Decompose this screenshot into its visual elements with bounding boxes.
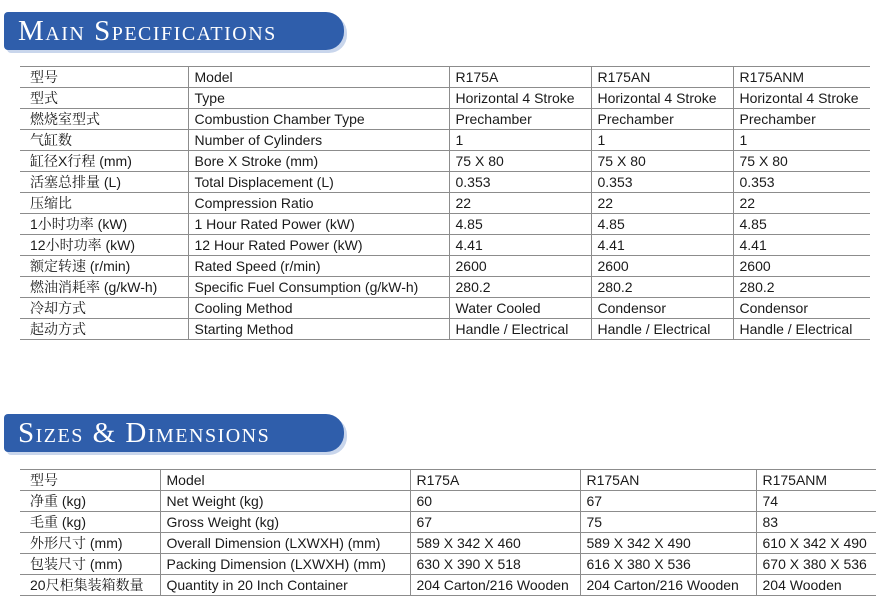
label-en: Net Weight (kg) — [160, 491, 410, 512]
value-r175anm: 83 — [756, 512, 876, 533]
table-row — [20, 214, 870, 235]
label-en: Type — [188, 88, 449, 109]
value-r175a: 22 — [449, 193, 591, 214]
table-row — [20, 575, 876, 596]
label-zh: 20尺柜集装箱数量 — [20, 575, 160, 596]
value-r175an: 204 Carton/216 Wooden — [580, 575, 756, 596]
sizes-dimensions-banner: Sizes & Dimensions — [4, 414, 344, 452]
value-r175a: 204 Carton/216 Wooden — [410, 575, 580, 596]
value-r175anm: 0.353 — [733, 172, 870, 193]
value-r175anm: 4.85 — [733, 214, 870, 235]
value-r175an: 22 — [591, 193, 733, 214]
table-row — [20, 256, 870, 277]
label-zh: 活塞总排量 (L) — [20, 172, 188, 193]
value-r175a: 60 — [410, 491, 580, 512]
value-r175an: 280.2 — [591, 277, 733, 298]
value-r175anm: 1 — [733, 130, 870, 151]
value-r175a: Prechamber — [449, 109, 591, 130]
value-r175a: 75 X 80 — [449, 151, 591, 172]
table-row — [20, 172, 870, 193]
label-zh: 燃油消耗率 (g/kW-h) — [20, 277, 188, 298]
value-r175a: Horizontal 4 Stroke — [449, 88, 591, 109]
label-en: Packing Dimension (LXWXH) (mm) — [160, 554, 410, 575]
value-r175anm: 4.41 — [733, 235, 870, 256]
label-en: Bore X Stroke (mm) — [188, 151, 449, 172]
label-en: Rated Speed (r/min) — [188, 256, 449, 277]
value-r175an: 0.353 — [591, 172, 733, 193]
label-zh: 型号 — [20, 470, 160, 491]
value-r175an: Horizontal 4 Stroke — [591, 88, 733, 109]
value-r175anm: 204 Wooden — [756, 575, 876, 596]
label-en: Overall Dimension (LXWXH) (mm) — [160, 533, 410, 554]
table-row — [20, 193, 870, 214]
label-zh: 冷却方式 — [20, 298, 188, 319]
label-zh: 毛重 (kg) — [20, 512, 160, 533]
label-zh: 燃烧室型式 — [20, 109, 188, 130]
value-r175an: Handle / Electrical — [591, 319, 733, 340]
value-r175anm: 610 X 342 X 490 — [756, 533, 876, 554]
label-en: Gross Weight (kg) — [160, 512, 410, 533]
label-zh: 包装尺寸 (mm) — [20, 554, 160, 575]
label-zh: 12小时功率 (kW) — [20, 235, 188, 256]
label-zh: 缸径X行程 (mm) — [20, 151, 188, 172]
value-r175an: 67 — [580, 491, 756, 512]
table-row — [20, 533, 876, 554]
table-row — [20, 130, 870, 151]
value-r175anm: R175ANM — [756, 470, 876, 491]
value-r175anm: 74 — [756, 491, 876, 512]
table-row — [20, 512, 876, 533]
label-en: Model — [188, 67, 449, 88]
value-r175a: 4.85 — [449, 214, 591, 235]
table-row — [20, 88, 870, 109]
label-en: Combustion Chamber Type — [188, 109, 449, 130]
main-specifications-banner: Main Specifications — [4, 12, 344, 50]
label-zh: 型号 — [20, 67, 188, 88]
value-r175a: 280.2 — [449, 277, 591, 298]
value-r175a: 4.41 — [449, 235, 591, 256]
table-row — [20, 298, 870, 319]
label-en: 12 Hour Rated Power (kW) — [188, 235, 449, 256]
value-r175an: 4.85 — [591, 214, 733, 235]
label-en: Specific Fuel Consumption (g/kW-h) — [188, 277, 449, 298]
value-r175anm: Handle / Electrical — [733, 319, 870, 340]
value-r175an: 616 X 380 X 536 — [580, 554, 756, 575]
label-en: Number of Cylinders — [188, 130, 449, 151]
value-r175an: R175AN — [580, 470, 756, 491]
value-r175a: 2600 — [449, 256, 591, 277]
value-r175a: 67 — [410, 512, 580, 533]
value-r175a: Handle / Electrical — [449, 319, 591, 340]
value-r175an: 1 — [591, 130, 733, 151]
value-r175a: R175A — [449, 67, 591, 88]
value-r175anm: Prechamber — [733, 109, 870, 130]
value-r175an: Condensor — [591, 298, 733, 319]
label-zh: 型式 — [20, 88, 188, 109]
sizes-dimensions-table — [20, 469, 876, 596]
value-r175an: Prechamber — [591, 109, 733, 130]
label-zh: 起动方式 — [20, 319, 188, 340]
value-r175a: 630 X 390 X 518 — [410, 554, 580, 575]
value-r175a: 1 — [449, 130, 591, 151]
label-zh: 额定转速 (r/min) — [20, 256, 188, 277]
table-row — [20, 491, 876, 512]
label-en: Starting Method — [188, 319, 449, 340]
value-r175anm: R175ANM — [733, 67, 870, 88]
label-en: Cooling Method — [188, 298, 449, 319]
label-en: 1 Hour Rated Power (kW) — [188, 214, 449, 235]
value-r175anm: 280.2 — [733, 277, 870, 298]
value-r175a: R175A — [410, 470, 580, 491]
label-en: Quantity in 20 Inch Container — [160, 575, 410, 596]
value-r175anm: 670 X 380 X 536 — [756, 554, 876, 575]
value-r175anm: Horizontal 4 Stroke — [733, 88, 870, 109]
value-r175anm: 75 X 80 — [733, 151, 870, 172]
label-zh: 压缩比 — [20, 193, 188, 214]
value-r175anm: 22 — [733, 193, 870, 214]
label-zh: 外形尺寸 (mm) — [20, 533, 160, 554]
label-en: Total Displacement (L) — [188, 172, 449, 193]
value-r175an: R175AN — [591, 67, 733, 88]
main-specifications-table — [20, 66, 870, 340]
table-row — [20, 67, 870, 88]
value-r175anm: 2600 — [733, 256, 870, 277]
value-r175a: Water Cooled — [449, 298, 591, 319]
label-zh: 1小时功率 (kW) — [20, 214, 188, 235]
value-r175an: 2600 — [591, 256, 733, 277]
value-r175a: 0.353 — [449, 172, 591, 193]
table-row — [20, 319, 870, 340]
table-row — [20, 277, 870, 298]
table-row — [20, 470, 876, 491]
label-en: Compression Ratio — [188, 193, 449, 214]
label-en: Model — [160, 470, 410, 491]
value-r175an: 75 X 80 — [591, 151, 733, 172]
table-row — [20, 151, 870, 172]
value-r175an: 4.41 — [591, 235, 733, 256]
table-row — [20, 554, 876, 575]
value-r175a: 589 X 342 X 460 — [410, 533, 580, 554]
value-r175an: 589 X 342 X 490 — [580, 533, 756, 554]
label-zh: 气缸数 — [20, 130, 188, 151]
table-row — [20, 235, 870, 256]
value-r175an: 75 — [580, 512, 756, 533]
value-r175anm: Condensor — [733, 298, 870, 319]
table-row — [20, 109, 870, 130]
label-zh: 净重 (kg) — [20, 491, 160, 512]
